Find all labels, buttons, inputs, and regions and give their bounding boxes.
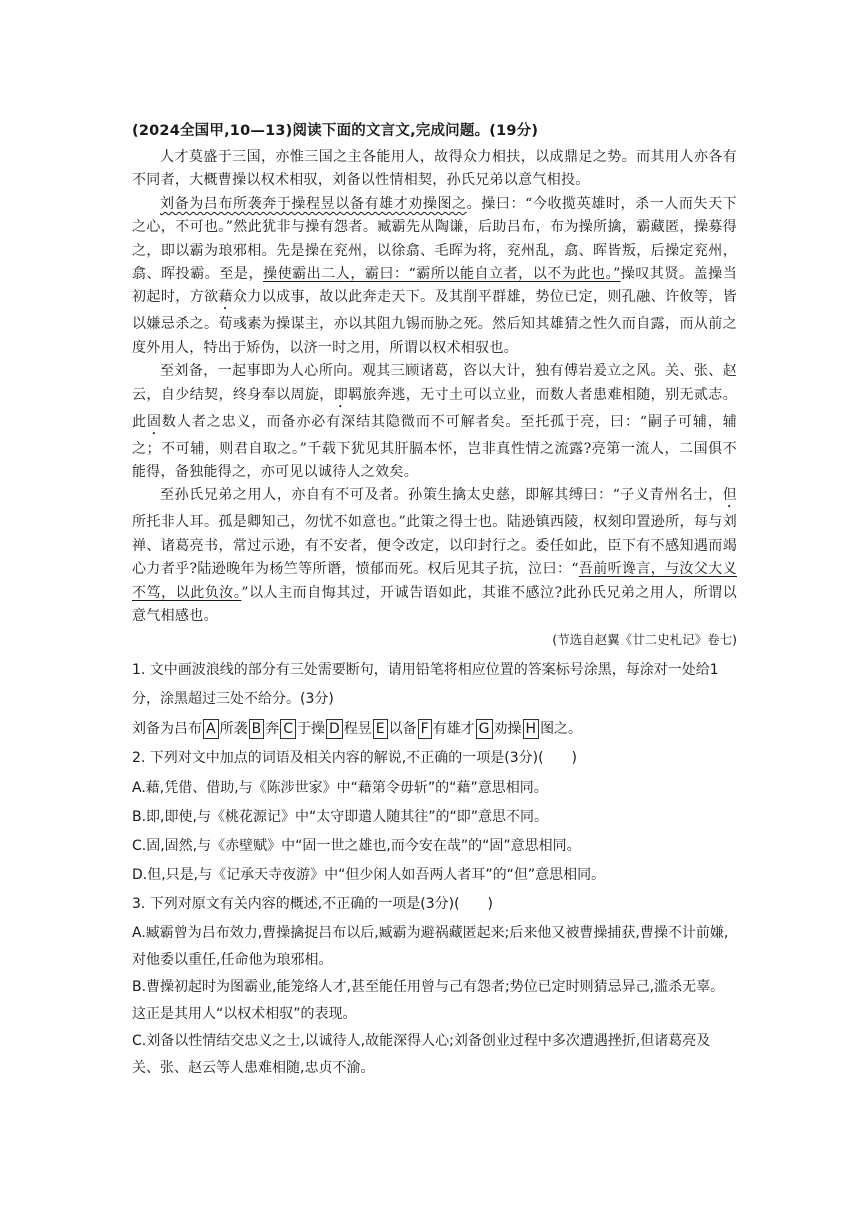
answer-box-g[interactable]: G (476, 719, 493, 739)
underlined-sentence: 吾前听谗言，与汝父大义不笃，以此负汝。 (132, 561, 737, 601)
passage-text: 众力以成事，故以此奔走天下。及其削平群雄，势位已定，则孔融、许攸等，皆以嫌忌杀之。荀彧素为操谋主，亦以其阻九锡而胁之死。然后知其雄猜之性久而自露，而从前之度外用人，特出于矫伪，以济一时之用，所谓以权术相驭也。 (132, 289, 738, 356)
answer-box-a[interactable]: A (203, 719, 219, 739)
dotted-word: 但 (722, 487, 737, 504)
sentence-segment: 程昱 (343, 721, 372, 738)
classical-passage (132, 146, 737, 629)
dotted-word: 即 (333, 386, 349, 403)
passage-text: 数人者之忠义，而备亦必有深结其隐微而不可解者矣。至托孤于亮，曰：“嗣子可辅，辅之；不可辅，则君自取之。”千载下犹见其肝膈本怀，岂非真性情之流露?亮第一流人，二国俱不能得，备独能得之，亦可见以诚待人之效矣。 (132, 413, 738, 481)
sentence-segment: 刘备为吕布 (132, 721, 202, 738)
question-1-sentence (132, 714, 737, 744)
sentence-segment: 以备 (388, 721, 417, 738)
passage-text: 。操曰：“今收揽英雄时，杀一人而失天下之心，不可也。”然此犹非与操有怨者。臧霸先从陶谦，后助吕布，布为操所擒，霸藏匿，操募得之，即以霸为琅邪相。先是操在兖州，以徐翕、毛晖为将，兖州乱，翕、晖皆叛，后操定兖州，翕、晖投霸。至是， (132, 195, 737, 283)
question-2-option-c[interactable]: C.固,固然,与《赤壁赋》中“固一世之雄也,而今安在哉”的“固”意思相同。 (132, 838, 581, 855)
passage-paragraph-1: 人才莫盛于三国，亦惟三国之主各能用人，故得众力相扶，以成鼎足之势。而其用人亦各有不同者，大概曹操以权术相驭，刘备以性情相契，孙氏兄弟以意气相投。 (132, 149, 737, 189)
question-2-option-b[interactable]: B.即,即使,与《桃花源记》中“太守即遣人随其往”的“即”意思不同。 (132, 808, 548, 825)
question-1-stem: 1. 文中画波浪线的部分有三处需要断句，请用铅笔将相应位置的答案标号涂黑，每涂对一处给1分，涂黑超过三处不给分。(3分) (132, 662, 719, 708)
passage-paragraph-3 (132, 360, 737, 484)
passage-text: ”以人主而自悔其过，开诚告语如此，其谁不感泣?此孙氏兄弟之用人，所谓以意气相感也。 (132, 584, 737, 625)
question-2-option-a[interactable]: A.藉,凭借、借助,与《陈涉世家》中“藉第令毋斩”的“藉”意思相同。 (132, 779, 548, 796)
answer-box-f[interactable]: F (418, 719, 432, 739)
question-2-stem: 2. 下列对文中加点的词语及相关内容的解说,不正确的一项是(3分)( ) (132, 750, 578, 767)
answer-box-c[interactable]: C (280, 719, 296, 739)
questions-section (132, 656, 737, 1082)
question-3-option-b[interactable]: B.曹操初起时为图霸业,能笼络人才,甚至能任用曾与己有怨者;势位已定时则猜忌异己,滥杀无辜。这正是其用人“以权术相驭”的表现。 (132, 978, 725, 1022)
passage-text: 所托非人耳。孤是卿知己，勿忧不如意也。”此策之得士也。陆逊镇西陵，权刻印置逊所，每与刘禅、诸葛亮书，常过示逊，有不安者，便令改定，以印封行之。委任如此，臣下有不感知遇而竭心力者乎?陆逊晚年为杨竺等所谮，愤郁而死。权后见其子抗，泣曰：“ (132, 514, 737, 578)
source-citation: (节选自赵翼《廿二史札记》卷七) (552, 632, 737, 647)
underlined-sentence: 操使霸出二人，霸曰：“霸所以能自立者，以不为此也。” (263, 266, 621, 283)
passage-text: 羁旅奔逃，无寸土可以立业，而数人者患难相随，别无贰志。此 (132, 386, 737, 430)
question-3-stem: 3. 下列对原文有关内容的概述,不正确的一项是(3分)( ) (132, 896, 494, 913)
answer-box-b[interactable]: B (249, 719, 265, 739)
sentence-segment: 奔 (265, 721, 280, 738)
passage-text: 操叹其贤。盖操当初起时，方欲 (132, 266, 737, 306)
sentence-segment: 图之。 (540, 721, 583, 738)
passage-paragraph-4 (132, 484, 737, 628)
question-3-option-a[interactable]: A.臧霸曾为吕布效力,曹操擒捉吕布以后,臧霸为避祸藏匿起来;后来他又被曹操捕获,曹操不计前嫌,对他委以重任,任命他为琅邪相。 (132, 924, 729, 968)
dotted-word: 固 (146, 413, 162, 430)
answer-box-e[interactable]: E (373, 719, 388, 739)
sentence-segment: 有雄才 (432, 721, 475, 738)
passage-text: 至刘备，一起事即为人心所向。观其三顾诸葛，咨以大计，独有傅岩爰立之风。关、张、赵云，自少结契，终身奉以周旋， (132, 363, 737, 403)
answer-box-h[interactable]: H (523, 719, 540, 739)
dotted-word: 藉 (218, 289, 233, 306)
question-2-option-d[interactable]: D.但,只是,与《记承天寺夜游》中“但少闲人如吾两人者耳”的“但”意思相同。 (132, 867, 606, 884)
sentence-segment: 所袭 (219, 721, 248, 738)
passage-text: 至孙氏兄弟之用人，亦自有不可及者。孙策生擒太史慈，即解其缚曰：“子义青州名士， (160, 487, 723, 504)
sentence-segment: 劝操 (493, 721, 522, 738)
passage-paragraph-2 (132, 193, 737, 360)
answer-box-d[interactable]: D (326, 719, 343, 739)
sentence-segment: 于操 (296, 721, 325, 738)
wavy-underlined-text: 刘备为吕布所袭奔于操程昱以备有雄才劝操图之 (160, 195, 467, 212)
question-title: (2024全国甲,10—13)阅读下面的文言文,完成问题。(19分) (132, 123, 539, 139)
question-3-option-c[interactable]: C.刘备以性情结交忠义之士,以诚待人,故能深得人心;刘备创业过程中多次遭遇挫折,但诸葛亮及关、张、赵云等人患难相随,忠贞不渝。 (132, 1032, 711, 1076)
